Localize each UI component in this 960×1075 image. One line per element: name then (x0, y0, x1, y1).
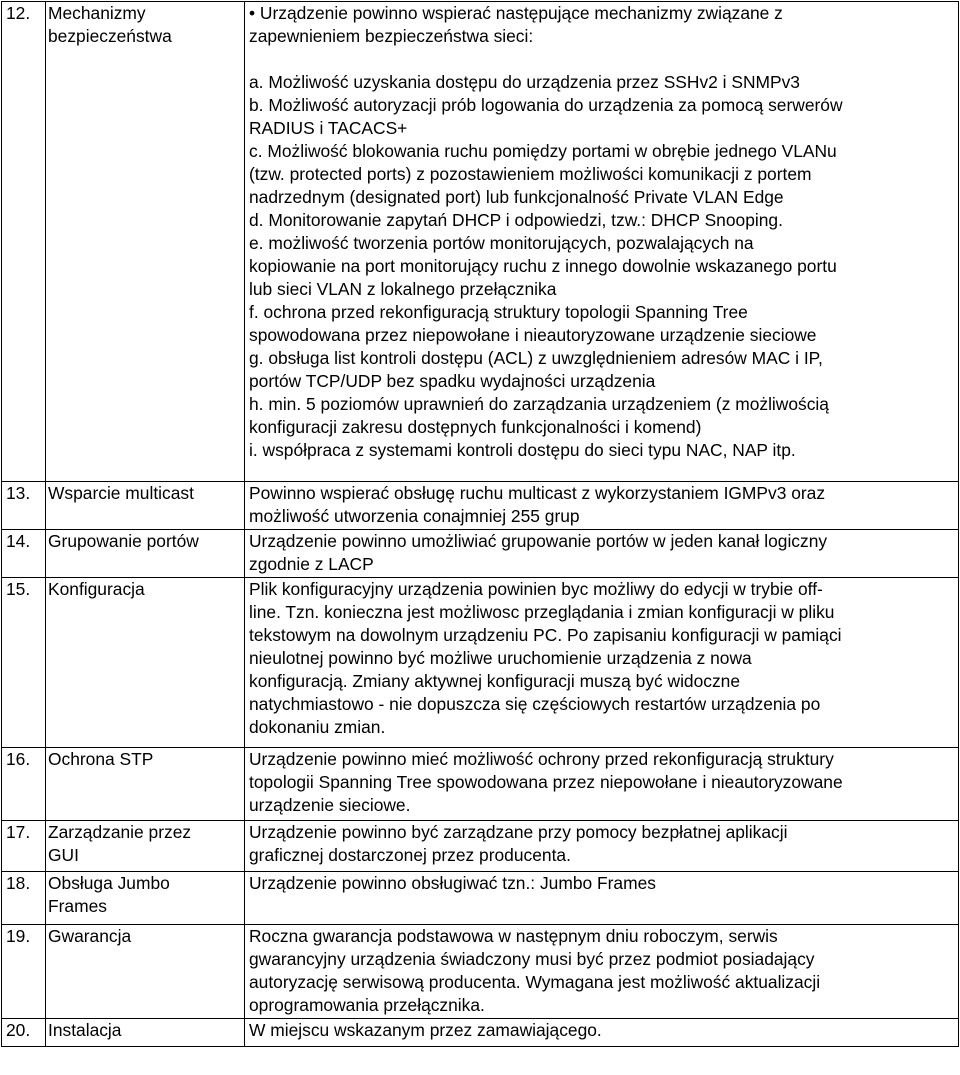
row-feature (46, 748, 245, 821)
description-line: spowodowana przez niepowołane i nieautoryzowane urządzenie sieciowe (249, 325, 817, 345)
feature-line: Mechanizmy (48, 3, 146, 23)
row-feature (46, 482, 245, 530)
description-line: h. min. 5 poziomów uprawnień do zarządzania urządzeniem (z możliwością (249, 394, 829, 414)
description-line: Powinno wspierać obsługę ruchu multicast z wykorzystaniem IGMPv3 oraz (249, 483, 826, 503)
row-number: 17. (2, 821, 46, 872)
table-row (2, 821, 959, 872)
row-feature (46, 925, 245, 1019)
feature-line: Ochrona STP (48, 749, 154, 769)
description-line: lub sieci VLAN z lokalnego przełącznika (249, 279, 557, 299)
row-feature (46, 821, 245, 872)
description-line: dokonaniu zmian. (249, 717, 386, 737)
row-description (245, 748, 959, 821)
description-line: gwarancyjny urządzenia świadczony musi być przez podmiot posiadający (249, 949, 815, 969)
description-line: konfiguracją. Zmiany aktywnej konfiguracji muszą być widoczne (249, 671, 741, 691)
feature-line: Gwarancja (48, 926, 132, 946)
row-number: 13. (2, 482, 46, 530)
feature-line: Frames (48, 896, 107, 916)
row-number: 19. (2, 925, 46, 1019)
feature-line: Konfiguracja (48, 579, 145, 599)
description-line: topologii Spanning Tree spowodowana przez niepowołane i nieautoryzowane (249, 772, 843, 792)
row-feature (46, 530, 245, 578)
feature-line: GUI (48, 845, 79, 865)
description-line: tekstowym na dowolnym urządzeniu PC. Po zapisaniu konfiguracji w pamiąci (249, 625, 842, 645)
feature-line: Instalacja (48, 1020, 122, 1040)
description-line: b. Możliwość autoryzacji prób logowania do urządzenia za pomocą serwerów (249, 95, 843, 115)
description-line: (tzw. protected ports) z pozostawieniem możliwości komunikacji z portem (249, 164, 812, 184)
row-number: 15. (2, 578, 46, 748)
description-line: urządzenie sieciowe. (249, 795, 411, 815)
row-feature (46, 578, 245, 748)
row-description (245, 530, 959, 578)
description-line: graficznej dostarczonej przez producenta. (249, 845, 571, 865)
description-line: natychmiastowo - nie dopuszcza się częściowych restartów urządzenia po (249, 694, 821, 714)
row-feature (46, 872, 245, 925)
table-row (2, 578, 959, 748)
description-line: kopiowanie na port monitorujący ruchu z innego dowolnie wskazanego portu (249, 256, 837, 276)
description-line: g. obsługa list kontroli dostępu (ACL) z uwzględnieniem adresów MAC i IP, (249, 348, 823, 368)
row-number: 16. (2, 748, 46, 821)
description-line: i. współpraca z systemami kontroli dostępu do sieci typu NAC, NAP itp. (249, 440, 796, 460)
table-row (2, 530, 959, 578)
row-description (245, 482, 959, 530)
description-line: autoryzację serwisową producenta. Wymagana jest możliwość aktualizacji (249, 972, 821, 992)
description-line: line. Tzn. konieczna jest możliwosc przeglądania i zmian konfiguracji w pliku (249, 602, 835, 622)
row-description (245, 821, 959, 872)
description-line: f. ochrona przed rekonfiguracją struktury topologii Spanning Tree (249, 302, 748, 322)
row-feature (46, 1019, 245, 1047)
row-number: 12. (2, 2, 46, 482)
row-description (245, 1019, 959, 1047)
description-line: portów TCP/UDP bez spadku wydajności urządzenia (249, 371, 656, 391)
row-number: 18. (2, 872, 46, 925)
table-row (2, 872, 959, 925)
feature-line: Wsparcie multicast (48, 483, 194, 503)
description-line: nadrzednym (designated port) lub funkcjonalność Private VLAN Edge (249, 187, 784, 207)
row-description (245, 925, 959, 1019)
description-line: RADIUS i TACACS+ (249, 118, 408, 138)
description-line: c. Możliwość blokowania ruchu pomiędzy portami w obrębie jednego VLANu (249, 141, 837, 161)
description-line: Urządzenie powinno mieć możliwość ochrony przed rekonfiguracją struktury (249, 749, 834, 769)
table-row (2, 1019, 959, 1047)
row-description (245, 872, 959, 925)
feature-line: Obsługa Jumbo (48, 873, 170, 893)
row-feature (46, 2, 245, 482)
table-row (2, 2, 959, 482)
feature-line: Grupowanie portów (48, 531, 199, 551)
description-line: konfiguracji zakresu dostępnych funkcjonalności i komend) (249, 417, 702, 437)
description-line: zgodnie z LACP (249, 554, 374, 574)
feature-line: Zarządzanie przez (48, 822, 192, 842)
description-line: oprogramowania przełącznika. (249, 995, 485, 1015)
description-line: nieulotnej powinno być możliwe uruchomienie urządzenia z nowa (249, 648, 752, 668)
feature-line: bezpieczeństwa (48, 26, 172, 46)
intro-line: • Urządzenie powinno wspierać następujące mechanizmy związane z (249, 3, 783, 23)
description-line: W miejscu wskazanym przez zamawiającego. (249, 1020, 602, 1040)
table-row (2, 482, 959, 530)
description-line: możliwość utworzenia conajmniej 255 grup (249, 506, 580, 526)
description-line: Urządzenie powinno obsługiwać tzn.: Jumbo Frames (249, 873, 656, 893)
row-description (245, 578, 959, 748)
description-line: Urządzenie powinno być zarządzane przy pomocy bezpłatnej aplikacji (249, 822, 788, 842)
table-row (2, 925, 959, 1019)
row-number: 20. (2, 1019, 46, 1047)
row-description (245, 2, 959, 482)
description-line: d. Monitorowanie zapytań DHCP i odpowiedzi, tzw.: DHCP Snooping. (249, 210, 783, 230)
description-line: Urządzenie powinno umożliwiać grupowanie portów w jeden kanał logiczny (249, 531, 828, 551)
specification-table (1, 1, 959, 1047)
row-number: 14. (2, 530, 46, 578)
description-line: e. możliwość tworzenia portów monitorujących, pozwalających na (249, 233, 754, 253)
description-line: Roczna gwarancja podstawowa w następnym dniu roboczym, serwis (249, 926, 778, 946)
table-row (2, 748, 959, 821)
description-line: a. Możliwość uzyskania dostępu do urządzenia przez SSHv2 i SNMPv3 (249, 72, 800, 92)
description-line: Plik konfiguracyjny urządzenia powinien byc możliwy do edycji w trybie off- (249, 579, 823, 599)
intro-line: zapewnieniem bezpieczeństwa sieci: (249, 26, 534, 46)
